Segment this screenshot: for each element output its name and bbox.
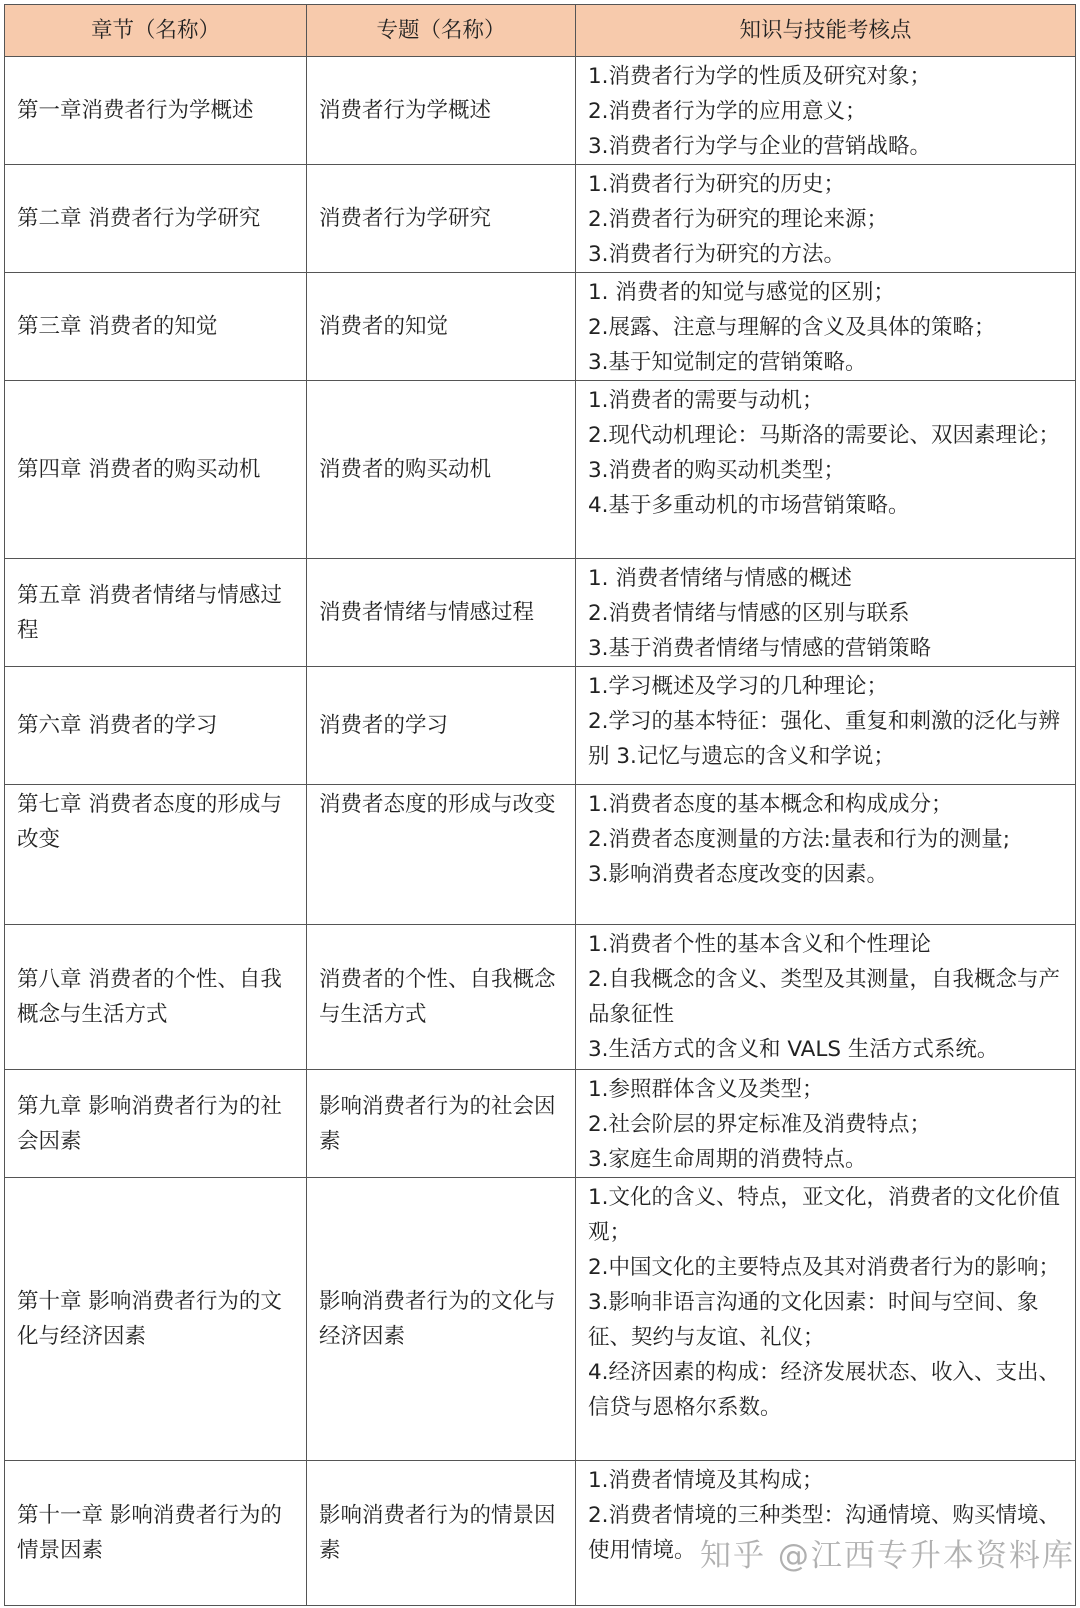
- point-item: 2.现代动机理论：马斯洛的需要论、双因素理论；: [588, 423, 1061, 448]
- point-item: 2.学习的基本特征：强化、重复和刺激的泛化与辨别 3.记忆与遗忘的含义和学说；: [588, 709, 1061, 769]
- points-cell: [576, 1178, 1076, 1461]
- point-item: 2.社会阶层的界定标准及消费特点；: [588, 1112, 932, 1137]
- point-item: 2.中国文化的主要特点及其对消费者行为的影响；: [588, 1255, 1061, 1280]
- chapter-cell: 第三章 消费者的知觉: [5, 273, 307, 381]
- topic-cell: 消费者情绪与情感过程: [307, 559, 576, 667]
- table-row: [5, 1070, 1076, 1178]
- chapter-cell: 第二章 消费者行为学研究: [5, 165, 307, 273]
- point-item: 2.消费者行为学的应用意义；: [588, 99, 867, 124]
- point-item: 2.消费者情绪与情感的区别与联系: [588, 601, 910, 626]
- point-item: 3.消费者行为研究的方法。: [588, 242, 846, 267]
- syllabus-table: [4, 4, 1076, 1606]
- point-item: 1.消费者的需要与动机；: [588, 388, 824, 413]
- chapter-cell: 第七章 消费者态度的形成与改变: [5, 785, 307, 925]
- point-item: 1.文化的含义、特点，亚文化，消费者的文化价值观；: [588, 1185, 1061, 1245]
- header-chapter: 章节（名称）: [5, 5, 307, 57]
- point-item: 2.自我概念的含义、类型及其测量，自我概念与产品象征性: [588, 967, 1061, 1027]
- point-item: 3.生活方式的含义和 VALS 生活方式系统。: [588, 1037, 999, 1062]
- point-item: 1.学习概述及学习的几种理论；: [588, 674, 889, 699]
- point-item: 1.消费者个性的基本含义和个性理论: [588, 932, 932, 957]
- watermark: 知乎 @江西专升本资料库: [700, 1538, 1075, 1574]
- topic-cell: 消费者态度的形成与改变: [307, 785, 576, 925]
- topic-cell: 消费者的知觉: [307, 273, 576, 381]
- point-item: 3.家庭生命周期的消费特点。: [588, 1147, 867, 1172]
- point-item: 2.消费者情境的三种类型：沟通情境、购买情境、使用情境。: [588, 1503, 1061, 1563]
- chapter-cell: 第四章 消费者的购买动机: [5, 381, 307, 559]
- chapter-cell: 第八章 消费者的个性、自我概念与生活方式: [5, 925, 307, 1070]
- chapter-cell: 第一章消费者行为学概述: [5, 57, 307, 165]
- point-item: 2.展露、注意与理解的含义及具体的策略；: [588, 315, 996, 340]
- table-row: [5, 667, 1076, 785]
- points-cell: [576, 57, 1076, 165]
- point-item: 1. 消费者情绪与情感的概述: [588, 566, 852, 591]
- table-row: [5, 381, 1076, 559]
- point-item: 1.参照群体含义及类型；: [588, 1077, 824, 1102]
- table-row: [5, 1178, 1076, 1461]
- topic-cell: 消费者的学习: [307, 667, 576, 785]
- points-cell: [576, 925, 1076, 1070]
- point-item: 4.经济因素的构成：经济发展状态、收入、支出、信贷与恩格尔系数。: [588, 1360, 1061, 1420]
- table-row: [5, 925, 1076, 1070]
- point-item: 3.消费者行为学与企业的营销战略。: [588, 134, 932, 159]
- table-row: [5, 785, 1076, 925]
- chapter-cell: 第十一章 影响消费者行为的情景因素: [5, 1461, 307, 1606]
- point-item: 3.影响消费者态度改变的因素。: [588, 862, 889, 887]
- table-row: [5, 165, 1076, 273]
- topic-cell: 消费者行为学概述: [307, 57, 576, 165]
- table-row: [5, 273, 1076, 381]
- point-item: 4.基于多重动机的市场营销策略。: [588, 493, 910, 518]
- topic-cell: 影响消费者行为的情景因素: [307, 1461, 576, 1606]
- point-item: 1. 消费者的知觉与感觉的区别；: [588, 280, 895, 305]
- point-item: 3.消费者的购买动机类型；: [588, 458, 846, 483]
- chapter-cell: 第五章 消费者情绪与情感过程: [5, 559, 307, 667]
- header-row: [5, 5, 1076, 57]
- chapter-cell: 第十章 影响消费者行为的文化与经济因素: [5, 1178, 307, 1461]
- points-cell: [576, 1070, 1076, 1178]
- chapter-cell: 第九章 影响消费者行为的社会因素: [5, 1070, 307, 1178]
- point-item: 3.影响非语言沟通的文化因素：时间与空间、象征、契约与友谊、礼仪；: [588, 1290, 1039, 1350]
- point-item: 1.消费者态度的基本概念和构成成分；: [588, 792, 953, 817]
- points-cell: [576, 667, 1076, 785]
- table-row: [5, 559, 1076, 667]
- topic-cell: 消费者行为学研究: [307, 165, 576, 273]
- point-item: 2.消费者态度测量的方法:量表和行为的测量;: [588, 827, 1011, 852]
- points-cell: [576, 785, 1076, 925]
- points-cell: [576, 165, 1076, 273]
- point-item: 3.基于知觉制定的营销策略。: [588, 350, 867, 375]
- points-cell: [576, 273, 1076, 381]
- point-item: 1.消费者行为研究的历史；: [588, 172, 846, 197]
- header-topic: 专题（名称）: [307, 5, 576, 57]
- header-points: 知识与技能考核点: [576, 5, 1076, 57]
- point-item: 1.消费者行为学的性质及研究对象；: [588, 64, 932, 89]
- point-item: 3.基于消费者情绪与情感的营销策略: [588, 636, 932, 661]
- topic-cell: 影响消费者行为的文化与经济因素: [307, 1178, 576, 1461]
- topic-cell: 影响消费者行为的社会因素: [307, 1070, 576, 1178]
- point-item: 1.消费者情境及其构成；: [588, 1468, 824, 1493]
- point-item: 2.消费者行为研究的理论来源；: [588, 207, 889, 232]
- table-row: [5, 57, 1076, 165]
- points-cell: [576, 559, 1076, 667]
- points-cell: [576, 381, 1076, 559]
- topic-cell: 消费者的个性、自我概念与生活方式: [307, 925, 576, 1070]
- chapter-cell: 第六章 消费者的学习: [5, 667, 307, 785]
- topic-cell: 消费者的购买动机: [307, 381, 576, 559]
